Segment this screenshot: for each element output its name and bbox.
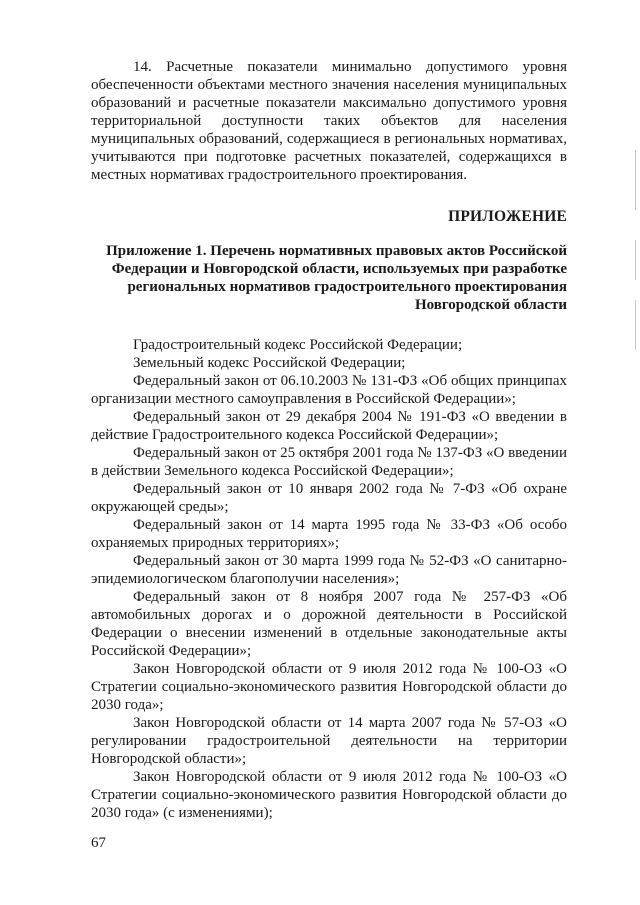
act-item: Градостроительный кодекс Российской Федерации; <box>133 337 463 353</box>
scan-edge-mark <box>635 300 636 350</box>
act-item: Земельный кодекс Российской Федерации; <box>133 355 406 371</box>
page-number: 67 <box>91 835 106 851</box>
act-item: Федеральный закон от 25 октября 2001 года № 137-ФЗ «О введении в действии Земельного кодекса Российской Федерации»; <box>91 445 567 479</box>
act-item: Закон Новгородской области от 9 июля 2012 года № 100-ОЗ «О Стратегии социально-экономического развития Новгородской области до 2030 года» (с изменениями); <box>91 769 567 821</box>
act-item: Федеральный закон от 10 января 2002 года № 7-ФЗ «Об охране окружающей среды»; <box>91 481 567 515</box>
act-item: Закон Новгородской области от 14 марта 2007 года № 57-ОЗ «О регулировании градостроительной деятельности на территории Новгородской области»; <box>91 715 567 767</box>
appendix-title: Приложение 1. Перечень нормативных правовых актов Российской Федерации и Новгородской области, используемых при разработке региональных нормативов градостроительного проектирования Новгородской области <box>106 243 567 313</box>
intro-paragraph: 14. Расчетные показатели минимально допустимого уровня обеспеченности объектами местного значения населения муниципальных образований и расчетные показатели максимально допустимого уровня территориальной доступности таких объектов для населения муниципальных образований, содержащиеся в региональных нормативах, учитываются при подготовке расчетных показателей, содержащихся в местных нормативах градостроительного проектирования. <box>91 59 567 183</box>
act-item: Закон Новгородской области от 9 июля 2012 года № 100-ОЗ «О Стратегии социально-экономического развития Новгородской области до 2030 года»; <box>91 661 567 713</box>
appendix-label: ПРИЛОЖЕНИЕ <box>448 208 567 225</box>
scan-edge-mark <box>635 240 636 280</box>
act-item: Федеральный закон от 14 марта 1995 года № 33-ФЗ «Об особо охраняемых природных территориях»; <box>91 517 567 551</box>
act-item: Федеральный закон от 30 марта 1999 года № 52-ФЗ «О санитарно-эпидемиологическом благополучии населения»; <box>91 553 567 587</box>
document-page <box>91 58 567 822</box>
act-item: Федеральный закон от 29 декабря 2004 № 191-ФЗ «О введении в действие Градостроительного кодекса Российской Федерации»; <box>91 409 567 443</box>
act-item: Федеральный закон от 06.10.2003 № 131-ФЗ «Об общих принципах организации местного самоуправления в Российской Федерации»; <box>91 373 567 407</box>
scan-edge-mark <box>635 150 636 210</box>
acts-list <box>91 336 567 822</box>
act-item: Федеральный закон от 8 ноября 2007 года № 257-ФЗ «Об автомобильных дорогах и о дорожной деятельности в Российской Федерации о внесении изменений в отдельные законодательные акты Российской Федерации»; <box>91 589 567 659</box>
